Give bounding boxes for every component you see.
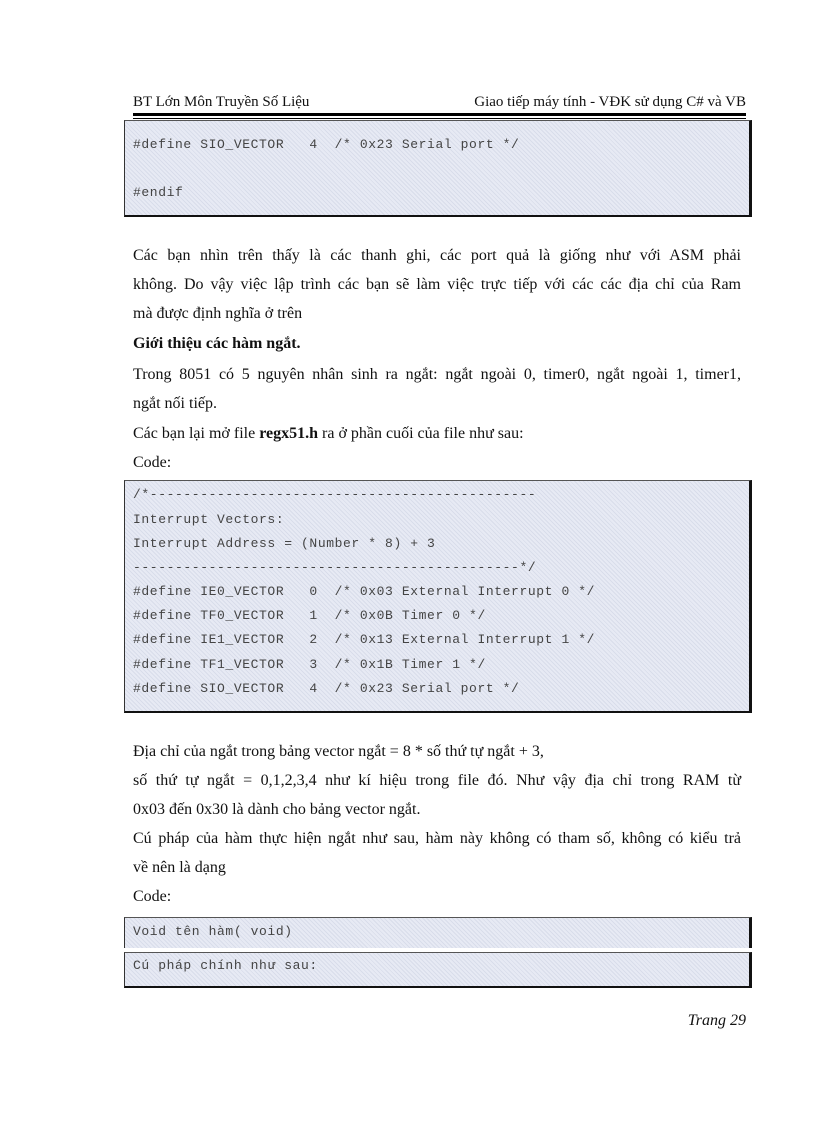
- header-left-title: BT Lớn Môn Truyền Số Liệu: [133, 94, 310, 110]
- code-line: Interrupt Address = (Number * 8) + 3: [133, 536, 436, 551]
- code-line: #define TF1_VECTOR 3 /* 0x1B Timer 1 */: [133, 657, 486, 672]
- code-line: Interrupt Vectors:: [133, 512, 285, 527]
- paragraph-6-line-1: Cú pháp của hàm thực hiện ngắt như sau, hàm này không có tham số, không có kiểu trả: [133, 830, 741, 847]
- paragraph-1-line-1: Các bạn nhìn trên thấy là các thanh ghi, các port quả là giống như với ASM phải: [133, 247, 741, 264]
- code-label-2: Code:: [133, 888, 172, 905]
- paragraph-1-line-3: mà được định nghĩa ở trên: [133, 305, 303, 322]
- filename-regx51: regx51.h: [259, 425, 319, 442]
- paragraph-3-text-before: Các bạn lại mở file: [133, 425, 260, 442]
- code-block-2: [124, 480, 752, 713]
- page-header: [133, 94, 746, 113]
- code-line: Void tên hàm( void): [133, 924, 293, 939]
- section-heading: Giới thiệu các hàm ngắt.: [133, 335, 301, 352]
- header-rule-thick: [133, 113, 746, 116]
- code-line: #define TF0_VECTOR 1 /* 0x0B Timer 0 */: [133, 608, 486, 623]
- code-line: Cú pháp chính như sau:: [133, 958, 318, 973]
- paragraph-3-text-after: ra ở phần cuối của file như sau:: [318, 425, 524, 442]
- header-right-title: Giao tiếp máy tính - VĐK sử dụng C# và VB: [474, 94, 746, 110]
- code-line: #endif: [133, 185, 184, 200]
- code-line: ----------------------------------------------*/: [133, 560, 537, 575]
- code-line: #define IE0_VECTOR 0 /* 0x03 External Interrupt 0 */: [133, 584, 596, 599]
- code-line: #define SIO_VECTOR 4 /* 0x23 Serial port */: [133, 137, 520, 152]
- code-line: #define IE1_VECTOR 2 /* 0x13 External Interrupt 1 */: [133, 632, 596, 647]
- code-block-3-line-2: [124, 952, 752, 988]
- paragraph-6-line-2: về nên là dạng: [133, 859, 226, 876]
- page-number: Trang 29: [687, 1012, 746, 1029]
- paragraph-5-line-2: 0x03 đến 0x30 là dành cho bảng vector ngắt.: [133, 801, 421, 818]
- code-line: #define SIO_VECTOR 4 /* 0x23 Serial port */: [133, 681, 520, 696]
- code-block-3-line-1: [124, 917, 752, 948]
- paragraph-5-line-1: số thứ tự ngắt = 0,1,2,3,4 như kí hiệu trong file đó. Như vậy địa chỉ trong RAM từ: [133, 772, 741, 789]
- code-block-1: [124, 120, 752, 217]
- paragraph-3: [133, 424, 524, 444]
- code-label-1: Code:: [133, 454, 172, 471]
- paragraph-1-line-2: không. Do vậy việc lập trình các bạn sẽ làm việc trực tiếp với các các địa chỉ của Ram: [133, 276, 741, 293]
- paragraph-2-line-1: Trong 8051 có 5 nguyên nhân sinh ra ngắt: ngắt ngoài 0, timer0, ngắt ngoài 1, timer1,: [133, 366, 741, 383]
- paragraph-4-line-1: Địa chỉ của ngắt trong bảng vector ngắt = 8 * số thứ tự ngắt + 3,: [133, 743, 544, 760]
- header-rule-thin: [133, 118, 746, 119]
- paragraph-2-line-2: ngắt nối tiếp.: [133, 395, 217, 412]
- code-line: /*----------------------------------------------: [133, 487, 537, 502]
